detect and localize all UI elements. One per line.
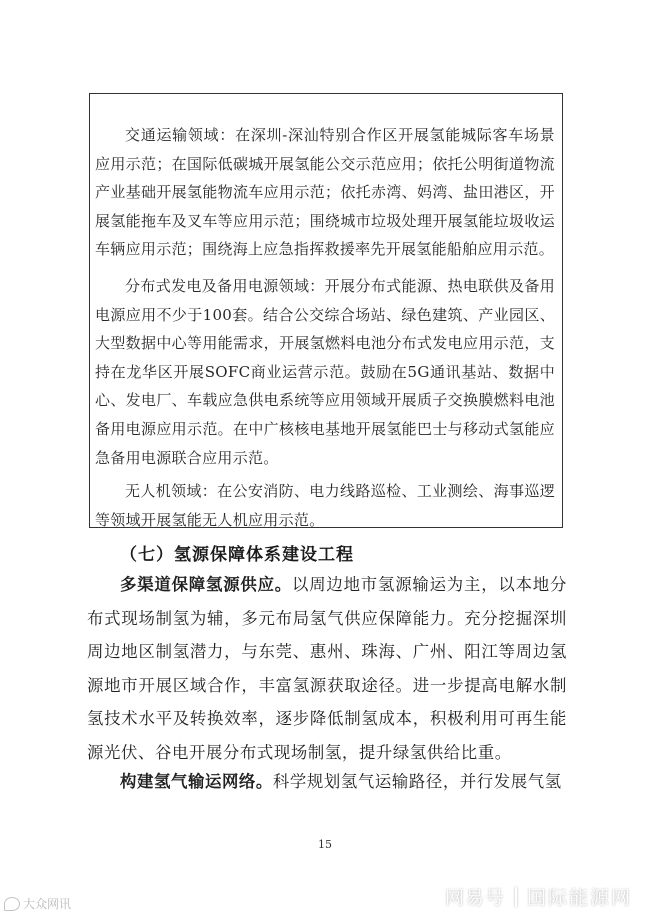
source-watermark-text: 大众网讯 (23, 897, 72, 911)
section-heading: （七）氢源保障体系建设工程 (120, 545, 354, 565)
transport-network-lead: 构建氢气输运网络。 (120, 772, 273, 791)
distributed-power-paragraph: 分布式发电及备用电源领域：开展分布式能源、热电联供及备用电源应用不少于100套。结合公交综合场站、绿色建筑、产业园区、大型数据中心等用能需求，开展氢燃料电池分布式发电应用示范，支持在龙华区开展SOFC商业运营示范。鼓励在5G通讯基站、数据中心、发电厂、车载应急供电系统等应用领域开展质子交换膜燃料电池备用电源应用示范。在中广核核电基地开展氢能巴士与移动式氢能应急备用电源联合应用示范。 (95, 277, 555, 467)
transport-network-text: 科学规划氢气运输路径，并行发展气氢 (272, 772, 562, 791)
source-logo-icon (4, 897, 20, 911)
demonstration-box (89, 93, 563, 528)
watermark-divider (515, 887, 517, 907)
platform-watermark (445, 883, 632, 910)
drone-paragraph: 无人机领域：在公安消防、电力线路巡检、工业测绘、海事巡逻等领域开展氢能无人机应用示范。 (95, 482, 555, 529)
page-number: 15 (318, 838, 332, 851)
hydrogen-supply-paragraph (87, 568, 567, 770)
platform-brand: 网易号 (444, 887, 505, 909)
platform-channel: 国际能源网 (526, 887, 632, 909)
source-watermark (4, 895, 71, 912)
hydrogen-supply-lead: 多渠道保障氢源供应。 (120, 575, 292, 594)
transport-network-paragraph (87, 765, 567, 799)
transport-paragraph: 交通运输领域：在深圳-深汕特别合作区开展氢能城际客车场景应用示范；在国际低碳城开展氢能公交示范应用；依托公明街道物流产业基础开展氢能物流车应用示范；依托赤湾、妈湾、盐田港区，开展氢能拖车及叉车等应用示范；围绕城市垃圾处理开展氢能垃圾收运车辆应用示范；围绕海上应急指挥救援率先开展氢能船舶应用示范。 (95, 126, 555, 259)
hydrogen-supply-text: 以周边地市氢源输运为主，以本地分布式现场制氢为辅，多元布局氢气供应保障能力。充分挖掘深圳周边地区制氢潜力，与东莞、惠州、珠海、广州、阳江等周边氢源地市开展区域合作，丰富氢源获取途径。进一步提高电解水制氢技术水平及转换效率，逐步降低制氢成本，积极利用可再生能源光伏、谷电开展分布式现场制氢，提升绿氢供给比重。 (87, 575, 567, 762)
